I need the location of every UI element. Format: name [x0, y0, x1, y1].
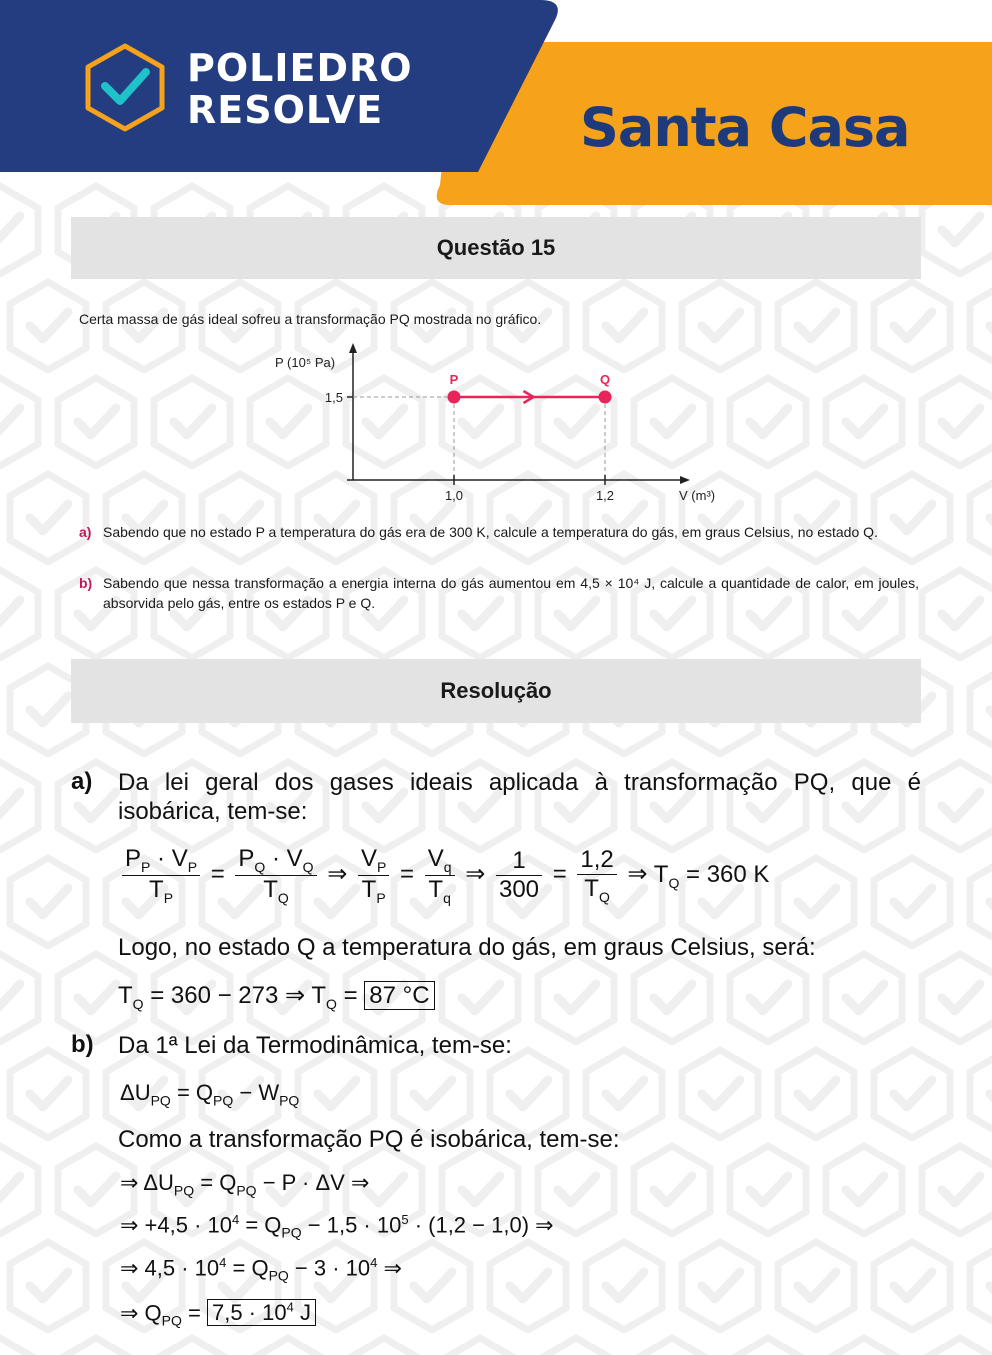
watermark-check-icon — [778, 1050, 854, 1138]
resolution-b-intro: Da 1ª Lei da Termodinâmica, tem-se: — [118, 1032, 512, 1059]
watermark-check-icon — [634, 1338, 710, 1355]
watermark-check-icon — [538, 954, 614, 1042]
watermark-check-icon — [106, 474, 182, 562]
watermark-check-icon — [778, 474, 854, 562]
watermark-check-icon — [10, 858, 86, 946]
watermark-check-icon — [634, 1146, 710, 1234]
point-p — [448, 391, 461, 404]
y-tick-label: 1,5 — [324, 390, 343, 405]
watermark-check-icon — [154, 378, 230, 466]
point-q — [599, 391, 612, 404]
question-statement: Certa massa de gás ideal sofreu a transformação PQ mostrada no gráfico. — [79, 311, 542, 327]
watermark-check-icon — [682, 1242, 758, 1330]
temperature-q-result: $T_Q = 360$ K — [653, 860, 770, 891]
question-title: Questão 15 — [71, 217, 921, 279]
watermark-check-icon — [970, 858, 992, 946]
watermark-check-icon — [922, 954, 992, 1042]
watermark-check-icon — [490, 1242, 566, 1330]
item-a-text: Sabendo que no estado P a temperatura do gás era de 300 K, calcule a temperatura do gás, em graus Celsius, no estado Q. — [103, 524, 878, 540]
y-axis-label: P (10⁵ Pa) — [275, 355, 336, 370]
watermark-check-icon — [10, 1242, 86, 1330]
watermark-check-icon — [826, 1338, 902, 1355]
point-q-label: Q — [599, 372, 611, 387]
question-item-a — [79, 522, 919, 542]
watermark-check-icon — [0, 378, 38, 466]
watermark-check-icon — [922, 378, 992, 466]
watermark-check-icon — [970, 282, 992, 370]
watermark-check-icon — [0, 1338, 38, 1355]
watermark-check-icon — [0, 570, 38, 658]
watermark-check-icon — [730, 954, 806, 1042]
watermark-check-icon — [0, 1146, 38, 1234]
watermark-check-icon — [874, 858, 950, 946]
resolution-title: Resolução — [71, 659, 921, 723]
watermark-check-icon — [394, 1242, 470, 1330]
x-axis-label: V (m³) — [679, 488, 716, 503]
watermark-check-icon — [730, 1146, 806, 1234]
watermark-check-icon — [154, 1338, 230, 1355]
resolution-a-logo: Logo, no estado Q a temperatura do gás, em graus Celsius, será: — [118, 934, 816, 961]
watermark-check-icon — [922, 1338, 992, 1355]
first-law-equation: $\Delta U_{PQ} = Q_{PQ} - W_{PQ}$ — [120, 1080, 300, 1109]
step-4: ⇒ $Q_{PQ} = 7,5 \cdot 10^4$ J — [120, 1300, 316, 1329]
watermark-check-icon — [730, 378, 806, 466]
watermark-check-icon — [874, 474, 950, 562]
watermark-check-icon — [58, 378, 134, 466]
watermark-check-icon — [346, 1338, 422, 1355]
watermark-check-icon — [922, 1146, 992, 1234]
resolution-a-intro: Da lei geral dos gases ideais aplicada à transformação PQ, que é isobárica, tem-se: — [118, 769, 921, 825]
y-axis-arrow-icon — [349, 343, 357, 353]
watermark-check-icon — [826, 1146, 902, 1234]
watermark-check-icon — [10, 1050, 86, 1138]
watermark-check-icon — [682, 1050, 758, 1138]
watermark-check-icon — [826, 378, 902, 466]
watermark-check-icon — [970, 1242, 992, 1330]
watermark-check-icon — [922, 762, 992, 850]
brand-name-line2: RESOLVE — [187, 88, 384, 132]
x-axis-arrow-icon — [680, 476, 690, 484]
watermark-check-icon — [586, 1242, 662, 1330]
watermark-check-icon — [874, 282, 950, 370]
item-b-label: b) — [79, 575, 93, 591]
resolution-b-label: b) — [71, 1031, 94, 1058]
item-a-label: a) — [79, 524, 92, 540]
watermark-check-icon — [730, 1338, 806, 1355]
brand-name-line1: POLIEDRO — [187, 46, 413, 90]
ideal-gas-equation: $\frac{P_P \cdot V_P}{T_P}$ = $\frac{P_Q \cdot V_Q}{T_Q}$ ⇒ $\frac{V_P}{T_P}$ = $\frac{V_q}{T_q}$ ⇒ $\frac{1}{300}$ = $\frac{1,2}{T_Q}$ ⇒ $T_Q = 360$ K — [118, 845, 769, 906]
watermark-check-icon — [442, 1338, 518, 1355]
watermark-check-icon — [538, 1338, 614, 1355]
watermark-check-icon — [250, 1338, 326, 1355]
watermark-check-icon — [826, 954, 902, 1042]
watermark-check-icon — [922, 570, 992, 658]
watermark-check-icon — [874, 1242, 950, 1330]
watermark-check-icon — [10, 282, 86, 370]
step-3: ⇒ $4,5 \cdot 10^4 = Q_{PQ} - 3 \cdot 10^4$ ⇒ — [120, 1255, 402, 1284]
resolution-b-mid: Como a transformação PQ é isobárica, tem-se: — [118, 1126, 620, 1153]
school-title: Santa Casa — [580, 96, 910, 159]
watermark-check-icon — [970, 1050, 992, 1138]
watermark-check-icon — [970, 666, 992, 754]
resolution-a-label: a) — [71, 768, 93, 795]
watermark-check-icon — [778, 282, 854, 370]
watermark-check-icon — [970, 474, 992, 562]
item-b-text: Sabendo que nessa transformação a energia interna do gás aumentou em 4,5 × 10⁴ J, calcule a quantidade de calor, em joules, absorvida pelo gás, entre os estados P e Q. — [103, 575, 919, 611]
watermark-check-icon — [442, 954, 518, 1042]
pv-graph — [265, 340, 735, 515]
watermark-check-icon — [0, 762, 38, 850]
watermark-check-icon — [0, 954, 38, 1042]
question-item-b — [79, 573, 919, 613]
watermark-check-icon — [778, 1242, 854, 1330]
watermark-check-icon — [58, 1338, 134, 1355]
watermark-check-icon — [634, 954, 710, 1042]
answer-b-box: $7,5 \cdot 10^4$ J — [207, 1299, 316, 1326]
step-2: ⇒ $+4,5 \cdot 10^4 = Q_{PQ} - 1,5 \cdot 10^5 \cdot (1,2 - 1,0)$ ⇒ — [120, 1212, 554, 1241]
watermark-check-icon — [10, 474, 86, 562]
answer-a-box: 87 °C — [364, 981, 434, 1010]
x-tick-label: 1,0 — [444, 488, 464, 503]
point-p-label: P — [449, 372, 459, 387]
watermark-check-icon — [874, 1050, 950, 1138]
celsius-conversion: $T_Q = 360 - 273$ ⇒ $T_Q = 87$ °C — [118, 981, 435, 1012]
x-tick-label: 1,2 — [595, 488, 615, 503]
step-1: ⇒ $\Delta U_{PQ} = Q_{PQ} - P \cdot \Delta V$ ⇒ — [120, 1170, 370, 1199]
